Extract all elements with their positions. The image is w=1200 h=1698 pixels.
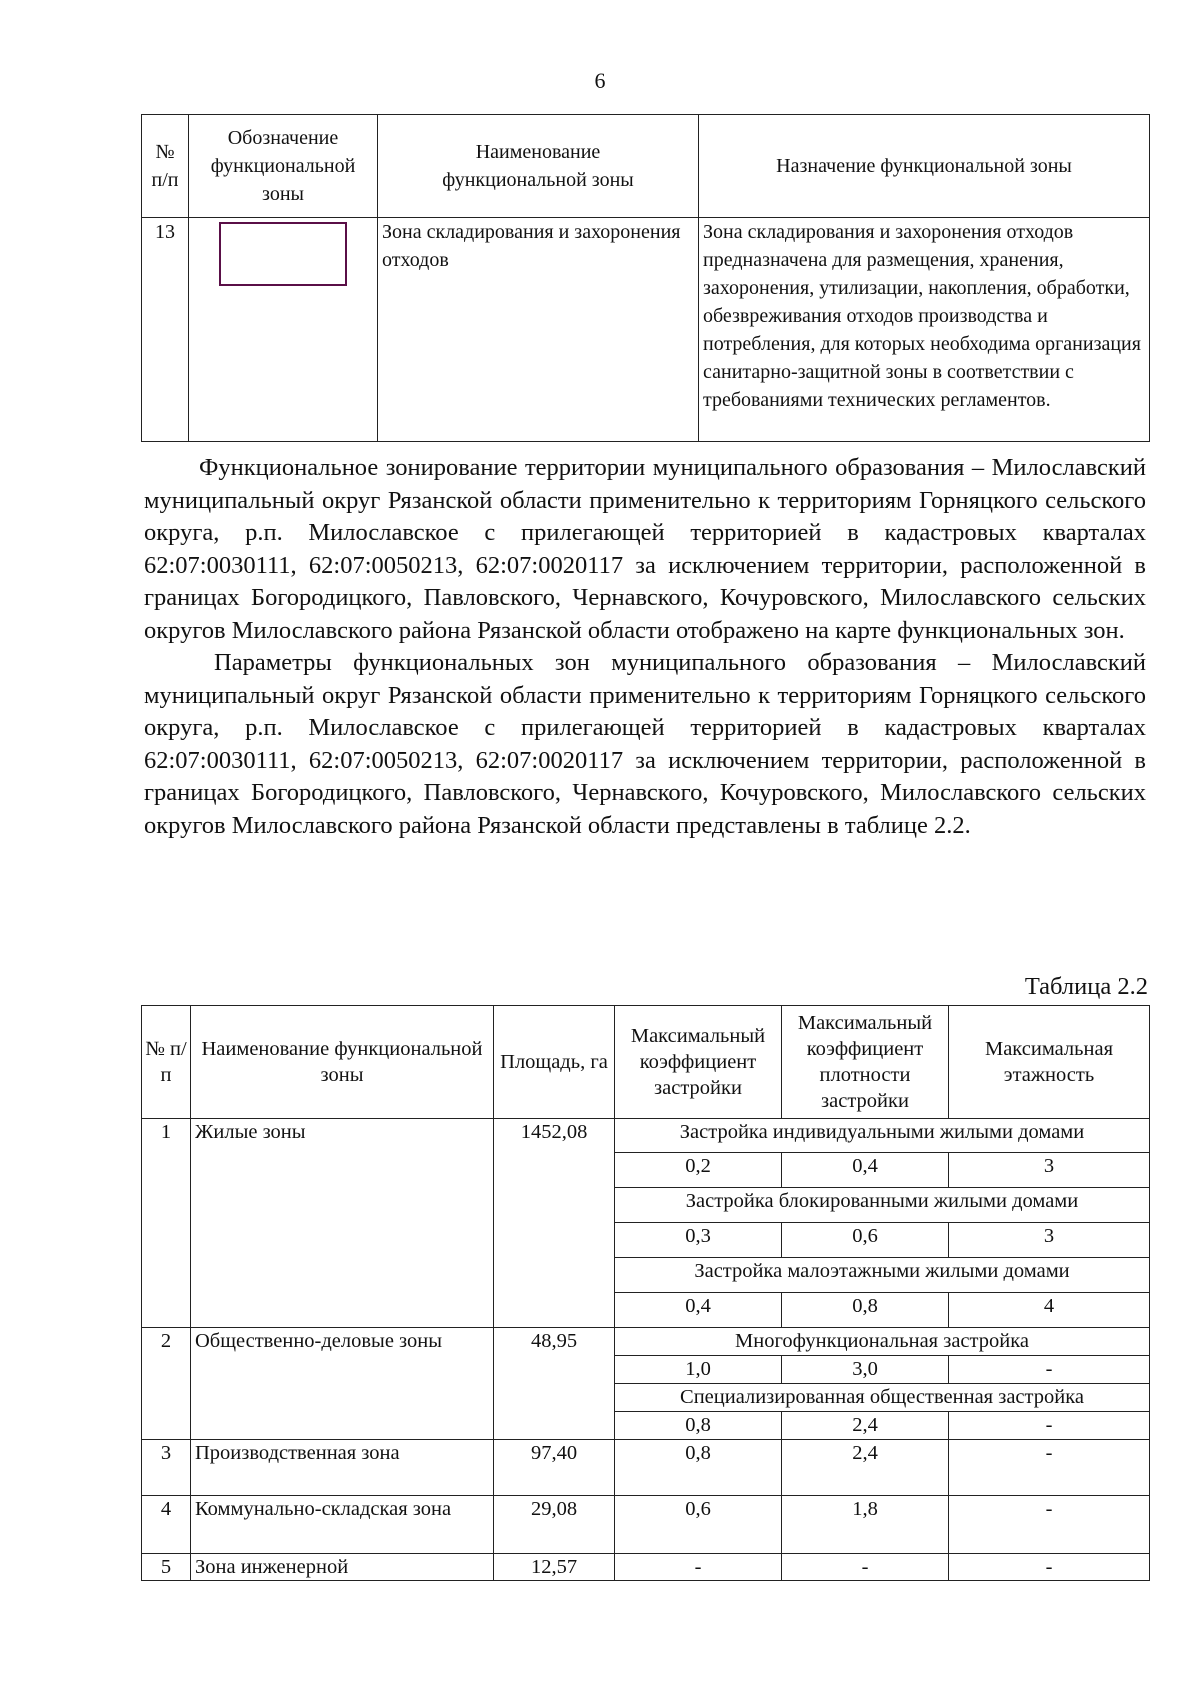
build-coef: 0,6 [615, 1496, 782, 1554]
paragraph-zoning: Функциональное зонирование территории муниципального образования – Милославский муниципальный округ Рязанской области применительно к территориям Горняцкого сельского округа, р.п. Милославское с прилегающей территорией в кадастровых кварталах 62:07:0030111, 62:07:0050213, 62:07:0020117 за исключением территории, расположенной в границах Богородицкого, Павловского, Чернавского, Кочуровского, Милославского сельских округов Милославского района Рязанской области отображено на карте функциональных зон. [144, 454, 1146, 644]
row-num: 13 [142, 218, 189, 442]
table-row [142, 218, 1150, 442]
table-row [142, 1554, 1150, 1581]
zone-swatch [219, 222, 347, 286]
table-row [142, 1119, 1150, 1153]
max-floors: - [949, 1356, 1150, 1384]
max-floors: - [949, 1412, 1150, 1440]
col-header-num: № п/п [142, 1006, 191, 1119]
max-floors: - [949, 1554, 1150, 1581]
row-num: 3 [142, 1440, 191, 1496]
density-coef: 3,0 [782, 1356, 949, 1384]
zone-designation-table [141, 114, 1150, 442]
zone-name: Коммунально-складская зона [191, 1496, 494, 1554]
density-coef: - [782, 1554, 949, 1581]
max-floors: 3 [949, 1153, 1150, 1188]
build-coef: 0,4 [615, 1293, 782, 1328]
zone-area: 97,40 [494, 1440, 615, 1496]
density-coef: 2,4 [782, 1440, 949, 1496]
row-num: 2 [142, 1328, 191, 1440]
max-floors: 3 [949, 1223, 1150, 1258]
subzone-label: Специализированная общественная застройка [615, 1384, 1150, 1412]
zone-area: 12,57 [494, 1554, 615, 1581]
table-caption: Таблица 2.2 [1024, 973, 1148, 1000]
col-header-num: № п/п [142, 115, 189, 218]
max-floors: - [949, 1496, 1150, 1554]
body-text [144, 452, 1146, 842]
table-header-row [142, 1006, 1150, 1119]
zone-name: Жилые зоны [191, 1119, 494, 1328]
col-header-designation: Обозначение функциональной зоны [189, 115, 378, 218]
build-coef: 1,0 [615, 1356, 782, 1384]
row-num: 1 [142, 1119, 191, 1328]
build-coef: 0,2 [615, 1153, 782, 1188]
build-coef: 0,8 [615, 1440, 782, 1496]
zone-purpose: Зона складирования и захоронения отходов предназначена для размещения, хранения, захоронения, утилизации, накопления, обработки, обезвреживания отходов производства и потребления, для которых необходима организация санитарно-защитной зоны в соответствии с требованиями технических регламентов. [699, 218, 1150, 442]
col-header-area: Площадь, га [494, 1006, 615, 1119]
zone-name: Зона инженерной [191, 1554, 494, 1581]
zone-name: Общественно-деловые зоны [191, 1328, 494, 1440]
density-coef: 2,4 [782, 1412, 949, 1440]
zone-area: 1452,08 [494, 1119, 615, 1328]
zone-name: Производственная зона [191, 1440, 494, 1496]
zone-area: 48,95 [494, 1328, 615, 1440]
subzone-label: Застройка индивидуальными жилыми домами [615, 1119, 1150, 1153]
page-number: 6 [594, 68, 606, 93]
zone-name: Зона складирования и захоронения отходов [378, 218, 699, 442]
row-num: 4 [142, 1496, 191, 1554]
table-row [142, 1328, 1150, 1356]
table-row [142, 1440, 1150, 1496]
density-coef: 0,4 [782, 1153, 949, 1188]
zone-area: 29,08 [494, 1496, 615, 1554]
max-floors: - [949, 1440, 1150, 1496]
max-floors: 4 [949, 1293, 1150, 1328]
table-row [142, 1496, 1150, 1554]
subzone-label: Застройка блокированными жилыми домами [615, 1188, 1150, 1223]
zone-parameters-table [141, 1005, 1150, 1581]
row-num: 5 [142, 1554, 191, 1581]
subzone-label: Многофункциональная застройка [615, 1328, 1150, 1356]
col-header-floors: Максимальная этажность [949, 1006, 1150, 1119]
col-header-purpose: Назначение функциональной зоны [699, 115, 1150, 218]
density-coef: 1,8 [782, 1496, 949, 1554]
col-header-name: Наименование функциональной зоны [191, 1006, 494, 1119]
density-coef: 0,6 [782, 1223, 949, 1258]
subzone-label: Застройка малоэтажными жилыми домами [615, 1258, 1150, 1293]
density-coef: 0,8 [782, 1293, 949, 1328]
build-coef: - [615, 1554, 782, 1581]
build-coef: 0,3 [615, 1223, 782, 1258]
build-coef: 0,8 [615, 1412, 782, 1440]
col-header-build-coef: Максимальный коэффициент застройки [615, 1006, 782, 1119]
paragraph-parameters: Параметры функциональных зон муниципального образования – Милославский муниципальный округ Рязанской области применительно к территориям Горняцкого сельского округа, р.п. Милославское с прилегающей территорией в кадастровых кварталах 62:07:0030111, 62:07:0050213, 62:07:0020117 за исключением территории, расположенной в границах Богородицкого, Павловского, Чернавского, Кочуровского, Милославского сельских округов Милославского района Рязанской области представлены в таблице 2.2. [144, 649, 1146, 839]
col-header-density-coef: Максимальный коэффициент плотности застройки [782, 1006, 949, 1119]
table-header-row [142, 115, 1150, 218]
col-header-name: Наименование функциональной зоны [378, 115, 699, 218]
zone-symbol-cell [189, 218, 378, 442]
